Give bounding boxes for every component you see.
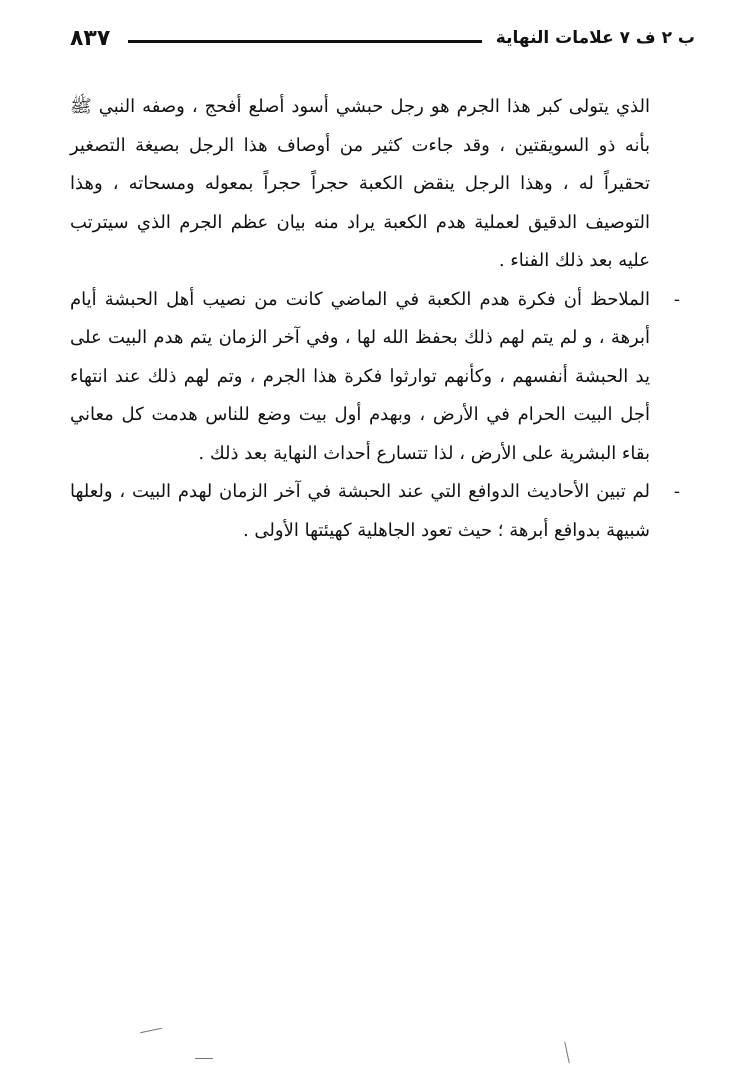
scan-mark [564, 1042, 570, 1064]
bullet-item-motives [70, 473, 680, 550]
page-body [70, 88, 680, 550]
bullet-dash: - [673, 481, 680, 502]
bullet-text: لم تبين الأحاديث الدوافع التي عند الحبشة في آخر الزمان لهدم البيت ، ولعلها شبيهة بدوافع أبرهة ؛ حيث تعود الجاهلية كهيئتها الأولى . [70, 481, 650, 541]
bullet-item-hadith-abyssinians [70, 281, 680, 474]
intro-paragraph: الذي يتولى كبر هذا الجرم هو رجل حبشي أسود أصلع أفحج ، وصفه النبي ﷺ بأنه ذو السويقتين ، وقد جاءت كثير من أوصاف هذا الرجل بصيغة التصغير تحقيراً له ، وهذا الرجل ينقض الكعبة حجراً حجراً بمعوله ومسحاته ، وهذا التوصيف الدقيق لعملية هدم الكعبة يراد منه بيان عظم الجرم الذي سيترتب عليه بعد ذلك الفناء . [70, 96, 650, 271]
bullet-list [70, 281, 680, 551]
running-header-title: ب ٢ ف ٧ علامات النهاية [495, 28, 695, 48]
page-header [70, 22, 695, 54]
header-rule [128, 40, 482, 43]
scan-mark [140, 1028, 162, 1034]
scan-mark [195, 1058, 213, 1059]
bullet-dash: - [673, 288, 680, 310]
bullet-text: الملاحظ أن فكرة هدم الكعبة في الماضي كانت من نصيب أهل الحبشة أيام أبرهة ، و لم يتم لهم ذلك بحفظ الله لها ، وفي آخر الزمان يتم هدم البيت على يد الحبشة أنفسهم ، وكأنهم توارثوا فكرة هذا الجرم ، وتم لهم ذلك عند انتهاء أجل البيت الحرام في الأرض ، وبهدم أول بيت وضع للناس هدمت كل معاني بقاء البشرية على الأرض ، لذا تتسارع أحداث النهاية بعد ذلك . [70, 288, 650, 464]
page-number: ٨٣٧ [70, 25, 111, 51]
